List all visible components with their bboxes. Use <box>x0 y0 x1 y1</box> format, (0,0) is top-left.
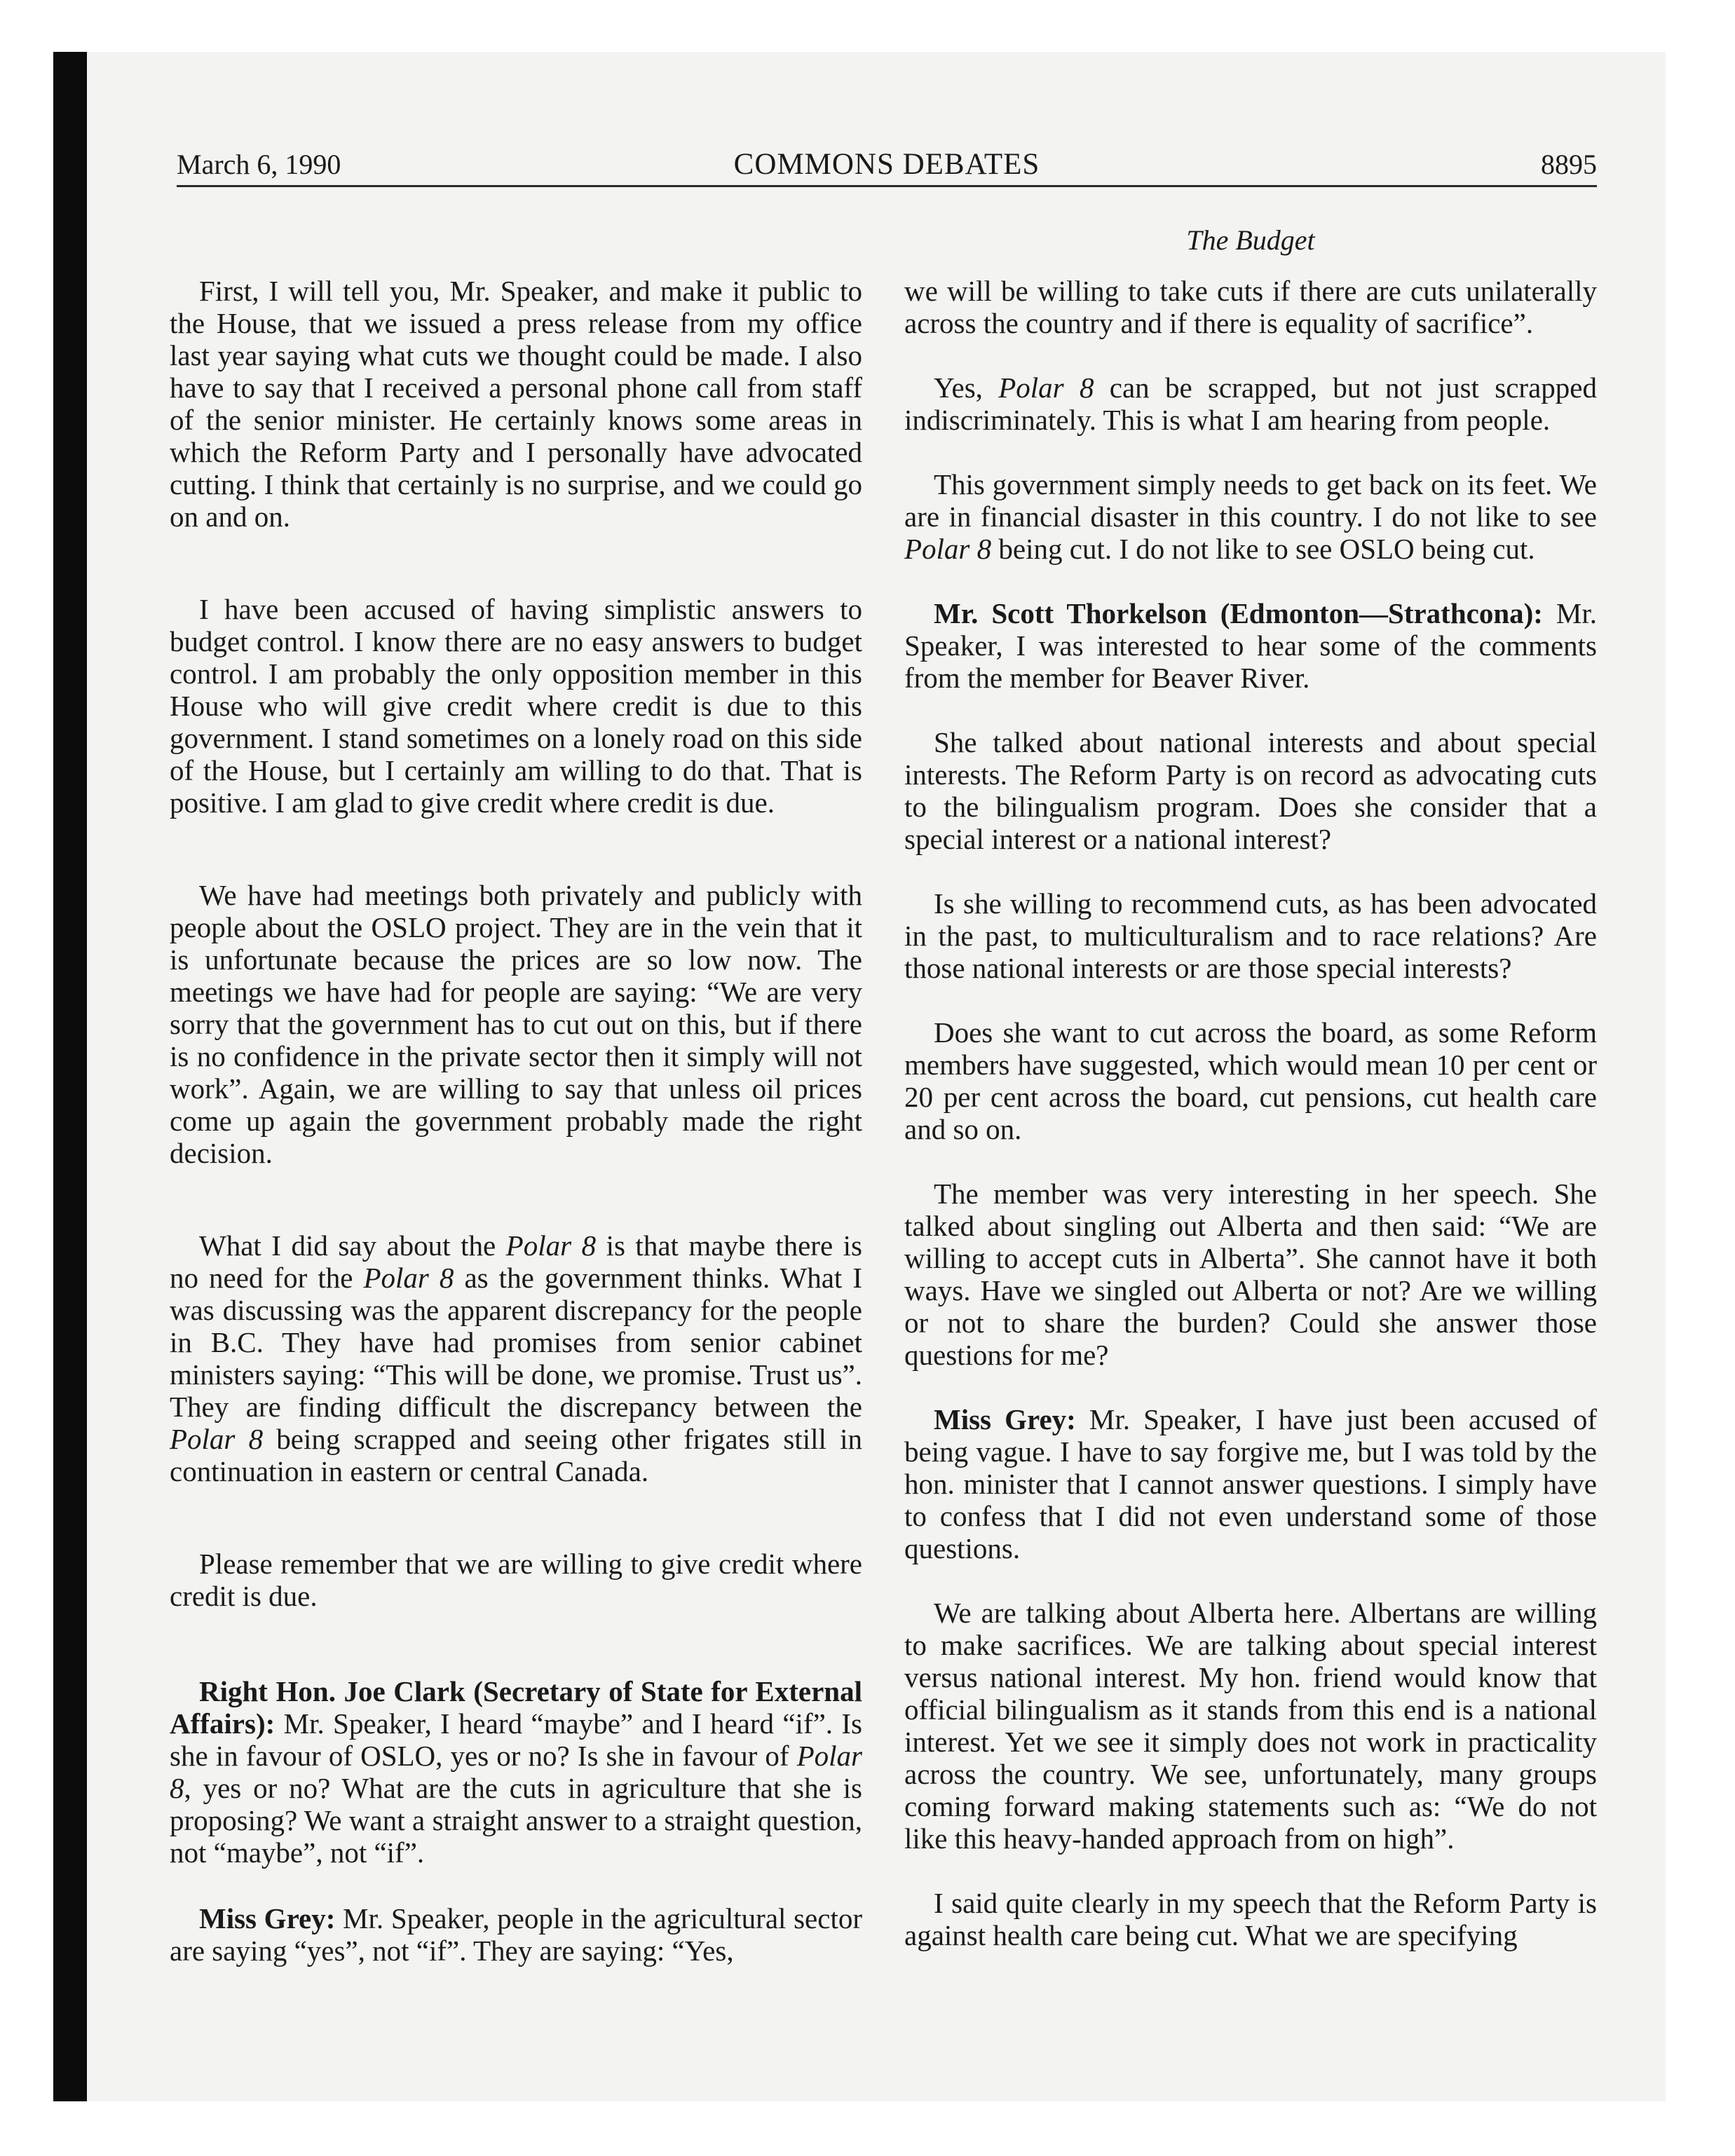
paragraph <box>904 1403 1597 1564</box>
text-run: being cut. I do not like to see OSLO being cut. <box>991 533 1535 565</box>
paragraph: Does she want to cut across the board, as some Reform members have suggested, which would mean 10 per cent or 20 per cent across the board, cut pensions, cut health care and so on. <box>904 1016 1597 1145</box>
header-page-number: 8895 <box>1541 149 1597 180</box>
right-column <box>904 275 1597 2069</box>
left-column <box>170 275 862 2069</box>
paragraph <box>904 468 1597 565</box>
vessel-name: Polar 8 <box>170 1423 264 1455</box>
paragraph <box>170 1229 862 1487</box>
text-run: Mr. Speaker, I have just been accused of being vague. I have to say forgive me, but I was told by the hon. minister that I cannot answer questions. I simply have to confess that I did not even understand some of those questions. <box>904 1403 1597 1564</box>
paragraph: We have had meetings both privately and publicly with people about the OSLO project. They are in the vein that it is unfortunate because the prices are so low now. The meetings we have had for people are saying: “We are very sorry that the government has to cut out on this, but if there is no confidence in the private sector then it simply will not work”. Again, we are willing to say that unless oil prices come up again the government probably made the right decision. <box>170 879 862 1169</box>
vessel-name: Polar 8 <box>505 1229 597 1262</box>
text-run: can be scrapped, but not just scrapped indiscriminately. This is what I am hearing from people. <box>904 371 1597 436</box>
paragraph <box>904 371 1597 436</box>
paragraph <box>170 1902 862 1967</box>
paragraph <box>904 597 1597 694</box>
text-run: What I did say about the <box>199 1229 506 1262</box>
text-run: , yes or no? What are the cuts in agriculture that she is proposing? We want a straight answer to a straight question, not “maybe”, not “if”. <box>170 1772 862 1869</box>
text-run: as the government thinks. What I was discussing was the apparent discrepancy for the people in B.C. They have had promises from senior cabinet ministers saying: “This will be done, we promise. Trust us”. They are finding difficult the discrepancy between the <box>170 1262 862 1423</box>
page-header <box>177 144 1597 186</box>
speaker-name: Miss Grey: <box>934 1403 1076 1435</box>
speaker-name: Mr. Scott Thorkelson (Edmonton—Strathcona): <box>934 597 1543 629</box>
paragraph: Is she willing to recommend cuts, as has been advocated in the past, to multiculturalism and to race relations? Are those national interests or are those special interests? <box>904 887 1597 984</box>
vessel-name: Polar 8 <box>998 371 1094 404</box>
paragraph: I said quite clearly in my speech that the Reform Party is against health care being cut. What we are specifying <box>904 1887 1597 1951</box>
paragraph: I have been accused of having simplistic answers to budget control. I know there are no easy answers to budget control. I am probably the only opposition member in this House who will give credit where credit is due to this government. I stand sometimes on a lonely road on this side of the House, but I certainly am willing to do that. That is positive. I am glad to give credit where credit is due. <box>170 593 862 819</box>
vessel-name: Polar 8 <box>904 533 992 565</box>
header-rule <box>177 185 1597 187</box>
text-run: Yes, <box>934 371 999 404</box>
text-run: Mr. Speaker, I was interested to hear some of the comments from the member for Beaver River. <box>904 597 1597 694</box>
paragraph: we will be willing to take cuts if there are cuts unilaterally across the country and if there is equality of sacrifice”. <box>904 275 1597 339</box>
scan-edge-shadow <box>53 52 87 2101</box>
paragraph: We are talking about Alberta here. Albertans are willing to make sacrifices. We are talking about special interest versus national interest. My hon. friend would know that official bilingualism as it stands from this end is a national interest. Yet we see it simply does not work in practicality across the country. We see, unfortunately, many groups coming forward making statements such as: “We do not like this heavy-handed approach from on high”. <box>904 1597 1597 1855</box>
text-run: being scrapped and seeing other frigates still in continuation in eastern or central Canada. <box>170 1423 862 1487</box>
speaker-name: Miss Grey: <box>199 1902 336 1935</box>
paragraph: The member was very interesting in her speech. She talked about singling out Alberta and then said: “We are willing to accept cuts in Alberta”. She cannot have it both ways. Have we singled out Alberta or not? Are we willing or not to share the burden? Could she answer those questions for me? <box>904 1178 1597 1371</box>
header-title: COMMONS DEBATES <box>733 148 1040 181</box>
text-run: Mr. Speaker, people in the agricultural sector are saying “yes”, not “if”. They are saying: “Yes, <box>170 1902 862 1967</box>
paragraph: She talked about national interests and about special interests. The Reform Party is on record as advocating cuts to the bilingualism program. Does she consider that a special interest or a national interest? <box>904 726 1597 855</box>
vessel-name: Polar 8 <box>170 1740 862 1804</box>
section-title: The Budget <box>1186 224 1315 256</box>
text-run: is that maybe there is no need for the <box>170 1229 862 1294</box>
text-run: Mr. Speaker, I heard “maybe” and I heard “if”. Is she in favour of OSLO, yes or no? Is she in favour of <box>170 1707 862 1772</box>
speaker-name: Right Hon. Joe Clark (Secretary of State for External Affairs): <box>170 1675 862 1740</box>
paragraph: Please remember that we are willing to give credit where credit is due. <box>170 1548 862 1612</box>
vessel-name: Polar 8 <box>363 1262 454 1294</box>
header-date: March 6, 1990 <box>177 149 341 180</box>
text-run: This government simply needs to get back on its feet. We are in financial disaster in this country. I do not like to see <box>904 468 1597 533</box>
paragraph: First, I will tell you, Mr. Speaker, and make it public to the House, that we issued a press release from my office last year saying what cuts we thought could be made. I also have to say that I received a personal phone call from staff of the senior minister. He certainly knows some areas in which the Reform Party and I personally have advocated cutting. I think that certainly is no surprise, and we could go on and on. <box>170 275 862 533</box>
paragraph <box>170 1675 862 1869</box>
